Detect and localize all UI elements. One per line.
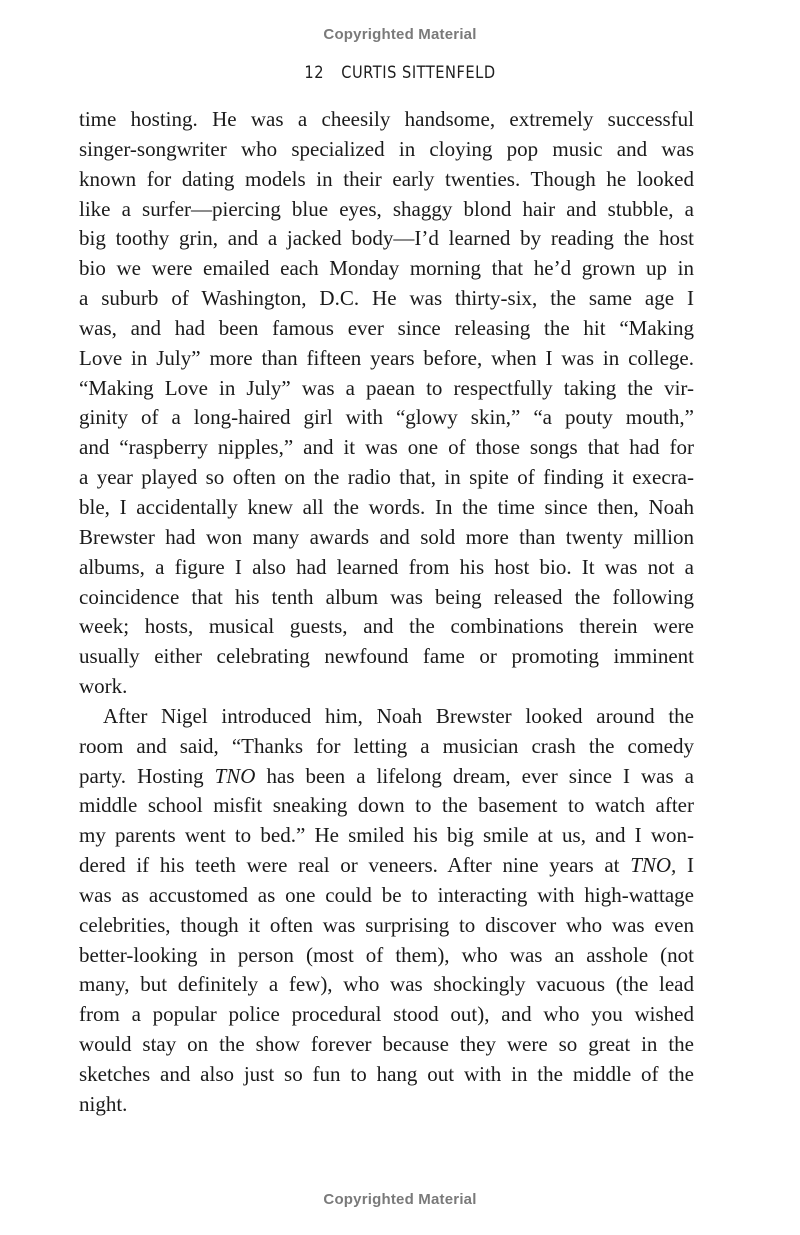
text-line: week; hosts, musical guests, and the combinations therein were — [79, 614, 694, 639]
page-number: 12 — [304, 63, 325, 83]
text-line: time hosting. He was a cheesily handsome, extremely successful — [79, 107, 694, 131]
text-segment: party. Hosting — [79, 763, 215, 788]
running-head — [56, 63, 744, 83]
text-line — [79, 762, 694, 792]
text-line: Brewster had won many awards and sold more than twenty million — [79, 524, 694, 549]
text-line: singer-songwriter who specialized in cloying pop music and was — [79, 136, 694, 161]
text-line: albums, a figure I also had learned from his host bio. It was not a — [79, 554, 694, 579]
text-line: room and said, “Thanks for letting a musician crash the comedy — [79, 733, 694, 758]
text-line: ginity of a long-haired girl with “glowy skin,” “a pouty mouth,” — [79, 405, 694, 430]
text-line: ble, I accidentally knew all the words. In the time since then, Noah — [79, 494, 694, 519]
text-segment: I — [676, 853, 694, 878]
text-line: a year played so often on the radio that, in spite of finding it execra- — [79, 465, 694, 490]
text-line: was as accustomed as one could be to interacting with high-wattage — [79, 882, 694, 907]
text-segment: has been a lifelong dream, ever since I was a — [255, 763, 695, 788]
italic-show-title: TNO, — [630, 853, 677, 878]
text-line: from a popular police procedural stood out), and who you wished — [79, 1002, 694, 1027]
text-line: Love in July” more than fifteen years before, when I was in college. — [79, 345, 694, 370]
text-line: sketches and also just so fun to hang out with in the middle of the — [79, 1062, 694, 1086]
text-line: usually either celebrating newfound fame or promoting imminent — [79, 644, 694, 669]
text-line: celebrities, though it often was surprising to discover who was even — [79, 912, 694, 937]
text-line: big toothy grin, and a jacked body—I’d learned by reading the host — [79, 226, 694, 251]
text-line: a suburb of Washington, D.C. He was thirty-six, the same age I — [79, 286, 694, 311]
text-line: many, but definitely a few), who was shockingly vacuous (the lead — [79, 972, 694, 997]
text-line: would stay on the show forever because they were so great in the — [79, 1032, 694, 1057]
text-line: like a surfer—piercing blue eyes, shaggy blond hair and stubble, a — [79, 196, 694, 221]
text-line: known for dating models in their early twenties. Though he looked — [79, 166, 694, 191]
body-text — [79, 105, 694, 1120]
text-line: and “raspberry nipples,” and it was one of those songs that had for — [79, 435, 694, 460]
text-line-paragraph-end: work. — [79, 674, 128, 699]
text-line: bio we were emailed each Monday morning that he’d grown up in — [79, 256, 694, 281]
text-line: was, and had been famous ever since releasing the hit “Making — [79, 315, 694, 340]
text-line-paragraph-end: night. — [79, 1091, 128, 1116]
text-line — [79, 851, 694, 881]
text-line: better-looking in person (most of them), who was an asshole (not — [79, 942, 694, 967]
copyright-watermark-bottom: Copyrighted Material — [323, 1191, 477, 1208]
text-line: coincidence that his tenth album was being released the following — [79, 584, 694, 609]
author-name: CURTIS SITTENFELD — [341, 63, 496, 83]
text-line: my parents went to bed.” He smiled his big smile at us, and I won- — [79, 823, 694, 848]
text-segment: dered if his teeth were real or veneers. After nine years at — [79, 853, 631, 878]
copyright-watermark-top: Copyrighted Material — [323, 26, 477, 43]
text-line-paragraph-start: After Nigel introduced him, Noah Brewster looked around the — [103, 703, 694, 728]
text-line: “Making Love in July” was a paean to respectfully taking the vir- — [79, 375, 694, 400]
italic-show-title: TNO — [214, 763, 256, 788]
text-line: middle school misfit sneaking down to the basement to watch after — [79, 793, 694, 818]
